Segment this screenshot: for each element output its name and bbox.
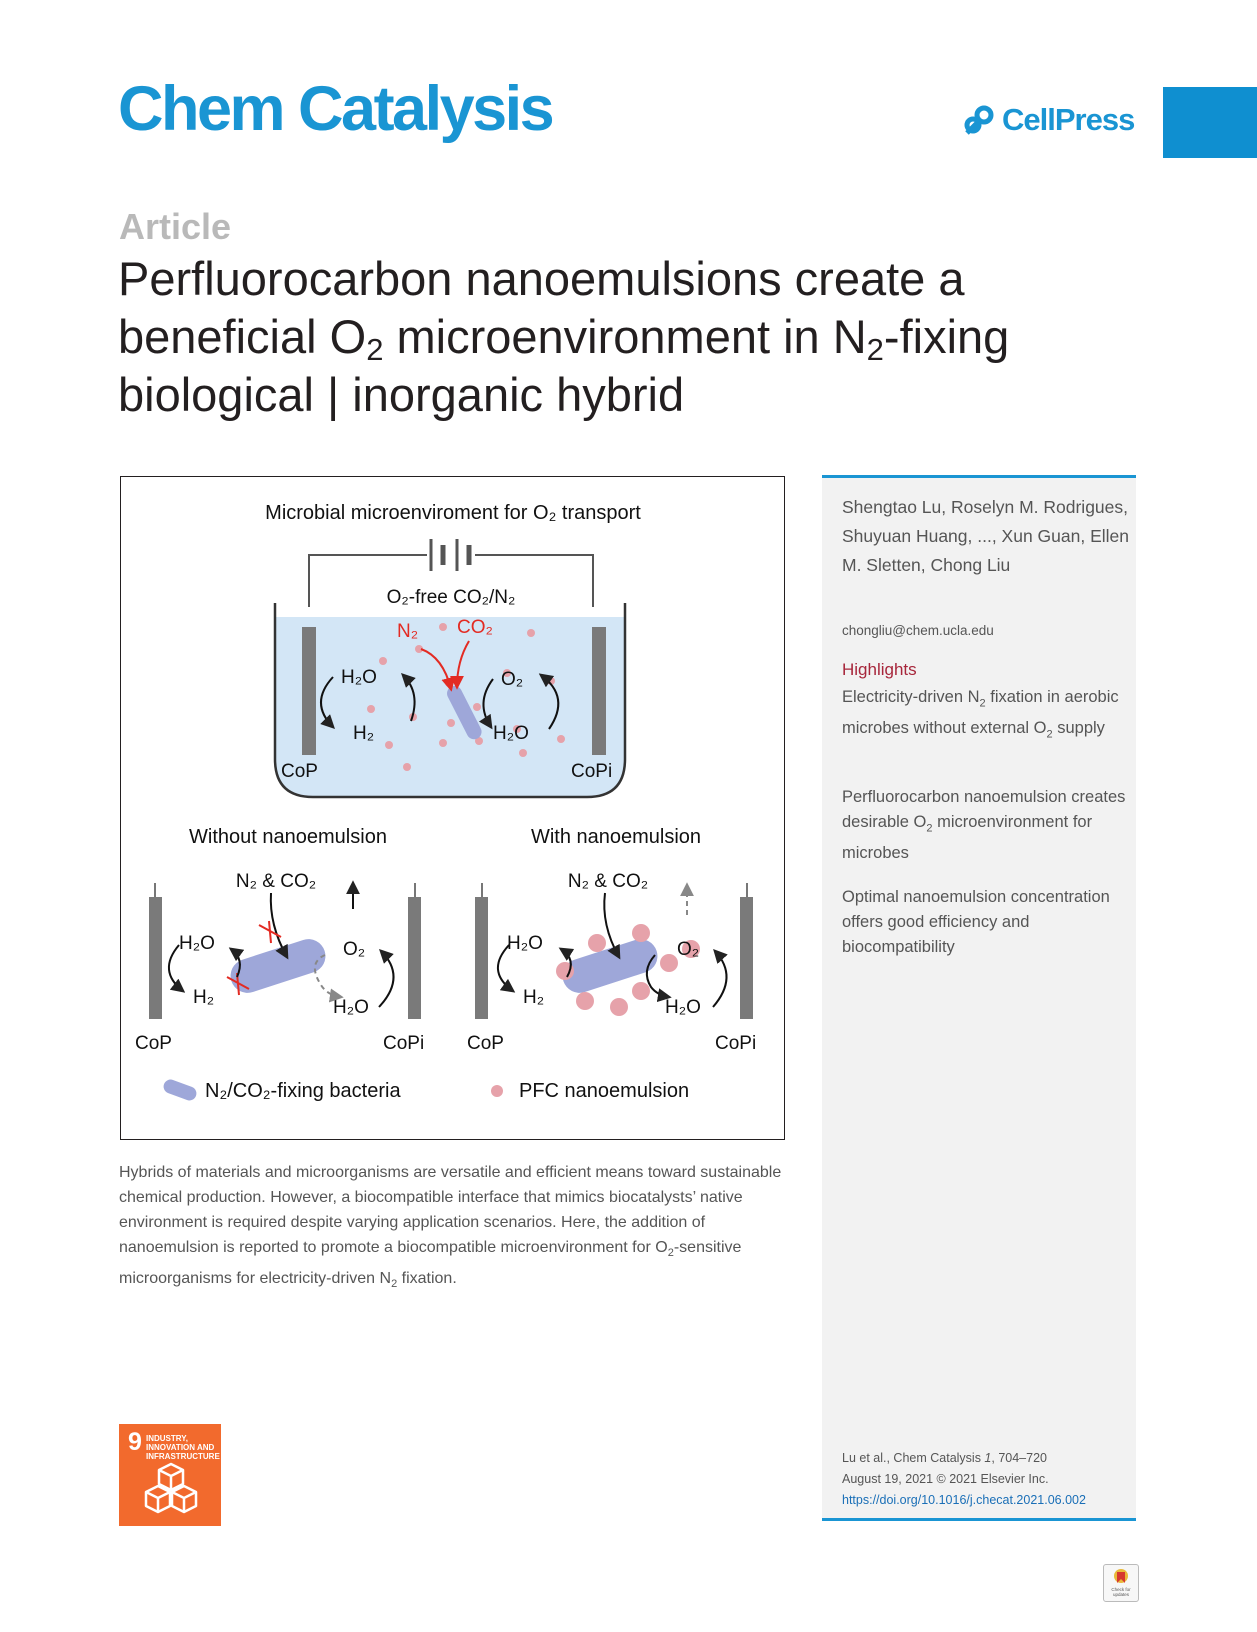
author-list: Shengtao Lu, Roselyn M. Rodrigues, Shuyuan Huang, ..., Xun Guan, Ellen M. Sletten, Chong Liu [842, 497, 1129, 575]
highlight-item: Perfluorocarbon nanoemulsion creates desirable $O_2$ microenvironment for microbes [842, 788, 1126, 863]
panel-without-h2o-left: H₂O [179, 933, 215, 954]
panel-without-gas: N₂ & CO₂ [235, 871, 317, 892]
check-for-updates-label: Check for updates [1111, 1587, 1131, 1597]
panel-with-anode [740, 897, 753, 1019]
panel-with-h2o-right: H₂O [665, 997, 701, 1018]
sdg-badge [119, 1424, 221, 1526]
graphical-abstract-figure [121, 477, 784, 1139]
reactor-h2-left: H₂ [353, 723, 375, 744]
cubes-icon [143, 1460, 199, 1518]
check-for-updates-button[interactable] [1103, 1564, 1139, 1602]
graphical-abstract [120, 476, 785, 1140]
panel-without [135, 871, 424, 1054]
citation-line-2: August 19, 2021 © 2021 Elsevier Inc. [842, 1472, 1049, 1486]
doi-link[interactable]: https://doi.org/10.1016/j.checat.2021.06.002 [842, 1493, 1086, 1507]
reactor-cathode-label: CoP [281, 761, 318, 782]
reactor-h2o-right: H₂O [493, 723, 529, 744]
highlight-item: Electricity-driven $N_2$ fixation in aerobic microbes without external $O_2$ supply [842, 688, 1119, 741]
panel-without-h2o-right: H₂O [333, 997, 369, 1018]
article-type-label: Article [119, 206, 232, 247]
panel-with-cathode [475, 897, 488, 1019]
reactor-anode [592, 627, 606, 755]
bookmark-icon [1113, 1568, 1129, 1586]
legend-bacteria-label: N₂/CO₂-fixing bacteria [205, 1080, 401, 1102]
figure-title: Microbial microenviroment for O₂ transport [265, 502, 641, 524]
reactor-o2-right: O₂ [501, 669, 524, 690]
panel-without-bacterium [226, 935, 330, 998]
panel-without-anode [408, 897, 421, 1019]
highlights-heading: Highlights [842, 660, 917, 679]
summary-paragraph: Hybrids of materials and microorganisms are versatile and efficient means toward sustainable chemical production. However, a biocompatible interface that mimics biocatalysts’ native environment is required despite varying application scenarios. Here, the addition of nanoemulsion is reported to promote a biocompatible microenvironment for $O_2$-sensitive microorganisms for electricity-driven $N_2$ fixation. [119, 1164, 782, 1291]
panel-with-o2: O₂ [677, 939, 700, 960]
legend-pfc-swatch [491, 1085, 503, 1097]
cellpress-logo[interactable] [964, 104, 1134, 135]
panel-with [467, 871, 756, 1054]
figure-legend [162, 1078, 689, 1103]
legend-bacteria-swatch [162, 1078, 199, 1103]
panel-without-h2: H₂ [193, 987, 215, 1008]
reactor-co2-label: CO₂ [457, 617, 493, 638]
panel-with-h2o-left: H₂O [507, 933, 543, 954]
panel-with-anode-label: CoPi [715, 1033, 757, 1054]
reactor-n2-label: N₂ [397, 621, 419, 642]
sidebar-panel [822, 475, 1136, 1521]
panel-with-h2: H₂ [523, 987, 545, 1008]
panel-without-heading: Without nanoemulsion [189, 826, 387, 848]
panel-without-o2: O₂ [343, 939, 366, 960]
panel-without-anode-label: CoPi [383, 1033, 425, 1054]
corresponding-email[interactable]: chongliu@chem.ucla.edu [842, 623, 994, 638]
panel-without-cathode [149, 897, 162, 1019]
panel-with-cathode-label: CoP [467, 1033, 504, 1054]
sdg-label: INDUSTRY, INNOVATION AND INFRASTRUCTURE [146, 1434, 220, 1461]
publisher-name: CellPress [1002, 102, 1135, 137]
panel-without-cathode-label: CoP [135, 1033, 172, 1054]
highlight-item: Optimal nanoemulsion concentration offers good efficiency and biocompatibility [842, 888, 1110, 956]
corner-tab [1163, 87, 1257, 158]
citation-line-1: Lu et al., Chem Catalysis 1, 704–720 [842, 1451, 1047, 1465]
sdg-number: 9 [128, 1428, 142, 1456]
citation-block [842, 1448, 1142, 1511]
reactor-gas-label: O₂-free CO₂/N₂ [386, 587, 516, 608]
journal-title: Chem Catalysis [118, 74, 553, 144]
panel-with-heading: With nanoemulsion [530, 826, 702, 848]
cellpress-mark-icon [964, 105, 996, 135]
reactor-h2o-left: H₂O [341, 667, 377, 688]
reactor-anode-label: CoPi [571, 761, 613, 782]
reactor-cathode [302, 627, 316, 755]
paper-title: Perfluorocarbon nanoemulsions create a beneficial $O_2$ microenvironment in $N_2$-fixing biological | inorganic hybrid [118, 252, 1010, 421]
panel-with-gas: N₂ & CO₂ [567, 871, 649, 892]
legend-pfc-label: PFC nanoemulsion [519, 1080, 690, 1102]
